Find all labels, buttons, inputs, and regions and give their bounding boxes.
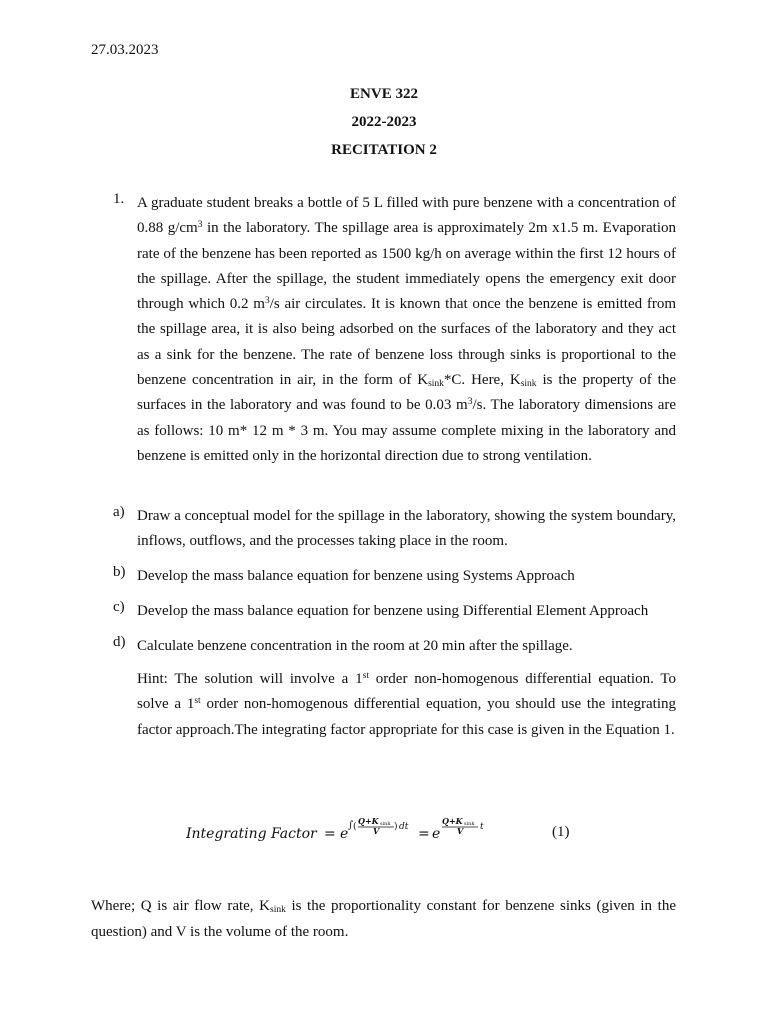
question-1-number: 1. (113, 191, 125, 207)
subscript: sink (428, 379, 444, 390)
exponent-t: t (480, 822, 484, 832)
integral-sign: ∫ (348, 820, 354, 831)
document-title: RECITATION 2 (331, 142, 437, 158)
q1-text-part: A graduate student breaks a bottle of 5 L filled with pure benzene with a concentration of 0.88 g/cm (137, 195, 676, 237)
fraction-1-denominator: V (373, 826, 380, 836)
superscript: st (194, 696, 201, 707)
close-paren: ) (394, 822, 398, 832)
equation-number: (1) (552, 824, 570, 840)
equals-sign: = (324, 826, 336, 842)
question-1-text (137, 191, 676, 469)
where-paragraph (91, 893, 676, 945)
open-paren: ( (353, 822, 357, 832)
part-c-label: c) (113, 599, 125, 615)
hint-text-part: order non-homogenous differential equation. To solve a 1 (137, 671, 676, 713)
integrating-factor-equation (186, 814, 586, 850)
document-date: 27.03.2023 (91, 42, 159, 58)
hint-text-part: Hint: The solution will involve a 1 (137, 671, 363, 687)
fraction-2-denominator: V (457, 826, 464, 836)
where-text-part: is the proportionality constant for benzene sinks (given in the question) and V is the volume of the room. (91, 898, 676, 940)
part-a (91, 504, 676, 555)
part-b-text: Develop the mass balance equation for benzene using Systems Approach (137, 568, 575, 584)
where-text-part: Where; Q is air flow rate, K (91, 898, 270, 914)
fraction-2-subscript: sink (464, 821, 475, 827)
hint-text-part: order non-homogenous differential equation, you should use the integrating factor approach.The integrating factor appropriate for this case is given in the Equation 1. (137, 696, 676, 738)
equation-lhs: Integrating Factor (186, 826, 317, 842)
superscript: 3 (264, 296, 270, 307)
hint-block (91, 667, 676, 743)
exponential-base: e (432, 826, 441, 842)
part-a-text: Draw a conceptual model for the spillage in the laboratory, showing the system boundary, inflows, outflows, and the processes taking place in the room. (137, 508, 676, 550)
superscript: st (362, 671, 369, 681)
part-d-label: d) (113, 634, 126, 650)
fraction-2-numerator: Q+K (442, 816, 463, 826)
part-a-label: a) (113, 504, 125, 520)
subscript: sink (520, 379, 537, 390)
exponential-base: e (340, 826, 349, 842)
question-1 (91, 191, 676, 469)
q1-text-part: *C. Here, K (443, 372, 521, 389)
part-d (91, 634, 676, 659)
q1-text-part: is the property of the surfaces in the laboratory and was found to be 0.03 m (137, 372, 677, 414)
subscript: sink (270, 905, 286, 915)
differential-dt: dt (399, 822, 409, 832)
part-c (91, 599, 676, 624)
q1-text-part: /s. The laboratory dimensions are as follows: 10 m* 12 m * 3 m. You may assume complete mixing in the laboratory and benzene is emitted only in the horizontal direction due to strong ventilation. (137, 397, 677, 464)
q1-text-part: /s air circulates. It is known that once the benzene is emitted from the spillage area, it is also being adsorbed on the surfaces of the laboratory and they act as a sink for the benzene. The rate of benzene loss through sinks is proportional to the benzene concentration in air, in the form of K (137, 296, 676, 389)
academic-year: 2022-2023 (351, 114, 417, 130)
part-c-text: Develop the mass balance equation for benzene using Differential Element Approach (137, 603, 649, 619)
q1-text-part: in the laboratory. The spillage area is approximately 2m x1.5 m. Evaporation rate of the benzene has been reported as 1500 kg/h on average within the first 12 hours of the spillage. After the spillage, the student immediately opens the emergency exit door through which 0.2 m (137, 220, 676, 313)
superscript: 3 (467, 397, 473, 408)
fraction-1-subscript: sink (380, 821, 391, 827)
part-b (91, 564, 676, 589)
hint-text (137, 667, 676, 743)
fraction-1-numerator: Q+K (358, 816, 379, 826)
part-b-label: b) (113, 564, 126, 580)
part-d-text: Calculate benzene concentration in the room at 20 min after the spillage. (137, 638, 573, 654)
course-code: ENVE 322 (350, 86, 418, 102)
equals-sign: = (418, 826, 430, 842)
superscript: 3 (197, 220, 203, 231)
